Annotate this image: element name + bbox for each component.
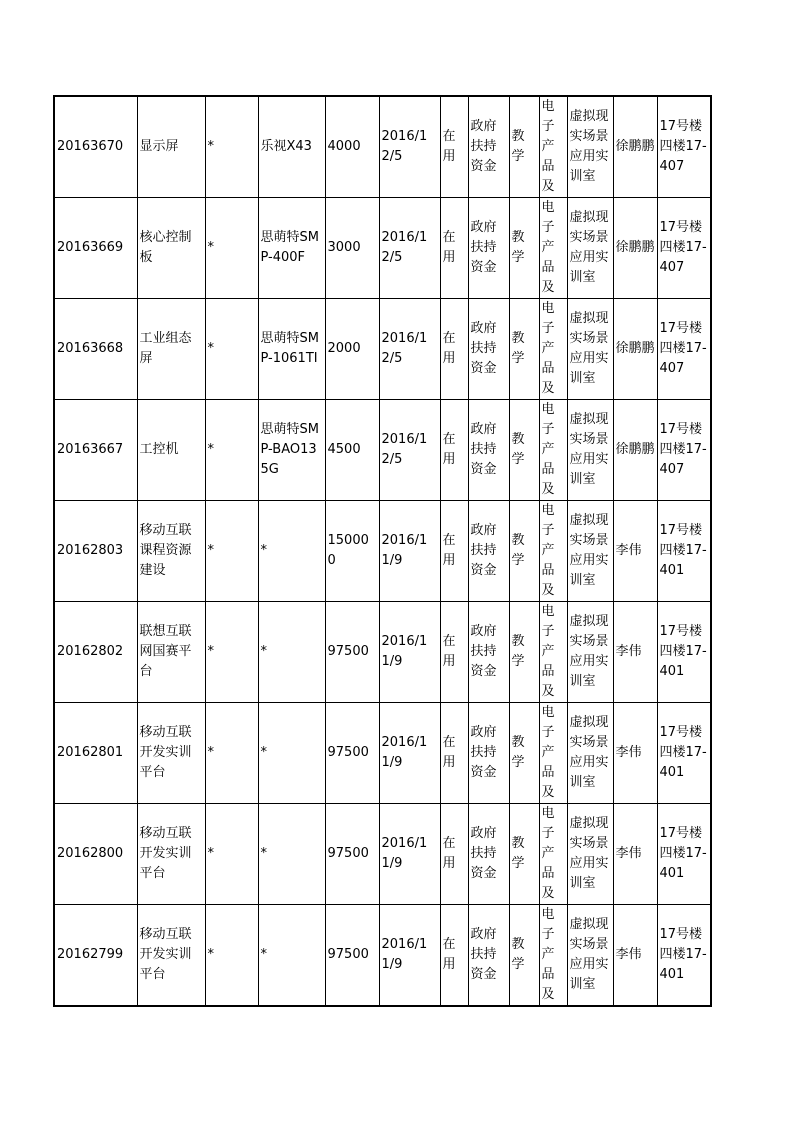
category-cell [539, 602, 567, 703]
model-cell [258, 501, 325, 602]
custodian-text: 徐鹏鹏 [615, 139, 655, 154]
asset-name-text: 显示屏 [139, 139, 179, 154]
table-row [54, 96, 711, 198]
location-cell [567, 96, 613, 198]
asset-id-cell [54, 905, 137, 1007]
asset-name-cell [137, 602, 205, 703]
room-text: 17号楼四楼17-401 [659, 725, 707, 780]
room-cell [657, 703, 711, 804]
location-text: 虚拟现实场景应用实训室 [569, 210, 609, 285]
asset-name-cell [137, 400, 205, 501]
asset-name-text: 移动互联开发实训平台 [139, 725, 192, 780]
purchase-date-text: 2016/11/9 [381, 937, 428, 972]
status-text: 在用 [442, 735, 456, 770]
purchase-date-text: 2016/11/9 [381, 836, 428, 871]
location-text: 虚拟现实场景应用实训室 [569, 311, 609, 386]
location-text: 虚拟现实场景应用实训室 [569, 513, 609, 588]
custodian-text: 李伟 [615, 846, 642, 861]
location-text: 虚拟现实场景应用实训室 [569, 412, 609, 487]
asset-name-text: 核心控制板 [139, 230, 192, 265]
status-cell [440, 96, 468, 198]
asset-name-cell [137, 905, 205, 1007]
room-cell [657, 905, 711, 1007]
purchase-date-cell [379, 501, 440, 602]
purchase-date-cell [379, 602, 440, 703]
table-row [54, 804, 711, 905]
asset-id-text: 20163667 [57, 442, 124, 457]
fund-source-text: 政府扶持资金 [470, 725, 497, 780]
price-cell [325, 96, 379, 198]
fund-source-cell [468, 299, 509, 400]
mark-cell [205, 804, 258, 905]
purchase-date-text: 2016/11/9 [381, 634, 428, 669]
price-cell [325, 501, 379, 602]
fund-source-text: 政府扶持资金 [470, 321, 497, 376]
purchase-date-text: 2016/12/5 [381, 129, 428, 164]
purchase-date-cell [379, 198, 440, 299]
fund-source-text: 政府扶持资金 [470, 927, 497, 982]
usage-text: 教学 [511, 735, 525, 770]
usage-text: 教学 [511, 432, 525, 467]
price-text: 97500 [327, 745, 369, 760]
model-cell [258, 602, 325, 703]
room-cell [657, 299, 711, 400]
custodian-text: 李伟 [615, 947, 642, 962]
asset-name-text: 移动互联课程资源建设 [139, 523, 192, 578]
asset-id-text: 20163668 [57, 341, 124, 356]
model-text: * [260, 846, 267, 861]
location-cell [567, 501, 613, 602]
status-cell [440, 299, 468, 400]
price-text: 4000 [327, 139, 361, 154]
usage-text: 教学 [511, 836, 525, 871]
price-text: 4500 [327, 442, 361, 457]
model-text: * [260, 543, 267, 558]
category-text: 电子产品及 [541, 402, 555, 497]
fund-source-cell [468, 602, 509, 703]
mark-cell [205, 96, 258, 198]
asset-name-text: 移动互联开发实训平台 [139, 826, 192, 881]
asset-name-cell [137, 501, 205, 602]
mark-text: * [207, 644, 214, 659]
fund-source-cell [468, 96, 509, 198]
custodian-text: 徐鹏鹏 [615, 442, 655, 457]
mark-text: * [207, 745, 214, 760]
purchase-date-text: 2016/12/5 [381, 331, 428, 366]
location-text: 虚拟现实场景应用实训室 [569, 715, 609, 790]
table-row [54, 602, 711, 703]
category-cell [539, 299, 567, 400]
fund-source-cell [468, 501, 509, 602]
fund-source-text: 政府扶持资金 [470, 422, 497, 477]
fund-source-text: 政府扶持资金 [470, 523, 497, 578]
asset-name-text: 移动互联开发实训平台 [139, 927, 192, 982]
model-text: * [260, 745, 267, 760]
asset-name-cell [137, 96, 205, 198]
purchase-date-cell [379, 299, 440, 400]
purchase-date-text: 2016/12/5 [381, 230, 428, 265]
category-text: 电子产品及 [541, 806, 555, 901]
purchase-date-text: 2016/11/9 [381, 533, 428, 568]
location-text: 虚拟现实场景应用实训室 [569, 109, 609, 184]
usage-cell [509, 96, 539, 198]
model-cell [258, 299, 325, 400]
table-row [54, 299, 711, 400]
custodian-cell [613, 501, 657, 602]
asset-name-text: 工控机 [139, 442, 179, 457]
custodian-cell [613, 703, 657, 804]
location-text: 虚拟现实场景应用实训室 [569, 917, 609, 992]
usage-cell [509, 501, 539, 602]
status-cell [440, 198, 468, 299]
status-cell [440, 905, 468, 1007]
category-cell [539, 804, 567, 905]
usage-cell [509, 602, 539, 703]
price-cell [325, 299, 379, 400]
asset-name-text: 联想互联网国赛平台 [139, 624, 192, 679]
model-text: 思萌特SMP-1061TI [260, 331, 319, 366]
model-cell [258, 804, 325, 905]
status-cell [440, 703, 468, 804]
status-text: 在用 [442, 129, 456, 164]
table-row [54, 703, 711, 804]
model-text: 思萌特SMP-BAO135G [260, 422, 319, 477]
model-cell [258, 400, 325, 501]
location-cell [567, 905, 613, 1007]
mark-text: * [207, 341, 214, 356]
room-text: 17号楼四楼17-401 [659, 523, 707, 578]
fund-source-text: 政府扶持资金 [470, 826, 497, 881]
custodian-cell [613, 299, 657, 400]
category-text: 电子产品及 [541, 503, 555, 598]
fund-source-text: 政府扶持资金 [470, 624, 497, 679]
mark-text: * [207, 240, 214, 255]
price-text: 97500 [327, 644, 369, 659]
mark-cell [205, 198, 258, 299]
category-text: 电子产品及 [541, 301, 555, 396]
status-text: 在用 [442, 634, 456, 669]
usage-cell [509, 299, 539, 400]
usage-cell [509, 905, 539, 1007]
room-cell [657, 198, 711, 299]
status-cell [440, 400, 468, 501]
purchase-date-cell [379, 400, 440, 501]
room-text: 17号楼四楼17-407 [659, 119, 707, 174]
price-cell [325, 198, 379, 299]
mark-cell [205, 299, 258, 400]
model-cell [258, 703, 325, 804]
price-cell [325, 400, 379, 501]
model-text: * [260, 947, 267, 962]
asset-id-text: 20163669 [57, 240, 124, 255]
model-cell [258, 198, 325, 299]
table-row [54, 198, 711, 299]
location-cell [567, 198, 613, 299]
custodian-text: 李伟 [615, 644, 642, 659]
model-text: 乐视X43 [260, 139, 312, 154]
model-cell [258, 905, 325, 1007]
status-text: 在用 [442, 331, 456, 366]
usage-text: 教学 [511, 634, 525, 669]
mark-cell [205, 905, 258, 1007]
purchase-date-cell [379, 905, 440, 1007]
usage-text: 教学 [511, 331, 525, 366]
asset-id-text: 20162799 [57, 947, 124, 962]
fund-source-cell [468, 804, 509, 905]
asset-name-cell [137, 703, 205, 804]
model-text: * [260, 644, 267, 659]
mark-cell [205, 400, 258, 501]
category-text: 电子产品及 [541, 200, 555, 295]
price-cell [325, 602, 379, 703]
room-text: 17号楼四楼17-407 [659, 321, 707, 376]
room-cell [657, 96, 711, 198]
status-text: 在用 [442, 432, 456, 467]
price-cell [325, 703, 379, 804]
table-row [54, 501, 711, 602]
room-cell [657, 804, 711, 905]
asset-id-cell [54, 96, 137, 198]
asset-id-text: 20162802 [57, 644, 124, 659]
asset-id-text: 20162803 [57, 543, 124, 558]
location-cell [567, 299, 613, 400]
price-cell [325, 905, 379, 1007]
asset-id-text: 20162800 [57, 846, 124, 861]
category-text: 电子产品及 [541, 99, 555, 194]
custodian-cell [613, 602, 657, 703]
model-text: 思萌特SMP-400F [260, 230, 319, 265]
price-text: 3000 [327, 240, 361, 255]
location-text: 虚拟现实场景应用实训室 [569, 816, 609, 891]
status-cell [440, 602, 468, 703]
custodian-text: 李伟 [615, 543, 642, 558]
asset-id-text: 20162801 [57, 745, 124, 760]
asset-id-cell [54, 501, 137, 602]
usage-cell [509, 198, 539, 299]
mark-text: * [207, 947, 214, 962]
usage-text: 教学 [511, 937, 525, 972]
custodian-text: 李伟 [615, 745, 642, 760]
category-cell [539, 400, 567, 501]
asset-name-text: 工业组态屏 [139, 331, 192, 366]
category-text: 电子产品及 [541, 705, 555, 800]
mark-text: * [207, 846, 214, 861]
category-text: 电子产品及 [541, 604, 555, 699]
custodian-cell [613, 400, 657, 501]
room-text: 17号楼四楼17-401 [659, 624, 707, 679]
asset-name-cell [137, 804, 205, 905]
custodian-text: 徐鹏鹏 [615, 240, 655, 255]
asset-id-cell [54, 299, 137, 400]
fund-source-text: 政府扶持资金 [470, 119, 497, 174]
table-row [54, 905, 711, 1007]
status-cell [440, 804, 468, 905]
location-cell [567, 804, 613, 905]
price-cell [325, 804, 379, 905]
category-cell [539, 703, 567, 804]
room-text: 17号楼四楼17-407 [659, 220, 707, 275]
mark-cell [205, 602, 258, 703]
usage-text: 教学 [511, 533, 525, 568]
custodian-cell [613, 96, 657, 198]
table-body [54, 96, 711, 1006]
usage-cell [509, 400, 539, 501]
room-text: 17号楼四楼17-401 [659, 826, 707, 881]
room-cell [657, 400, 711, 501]
asset-id-cell [54, 400, 137, 501]
asset-table [53, 95, 712, 1007]
custodian-text: 徐鹏鹏 [615, 341, 655, 356]
status-text: 在用 [442, 533, 456, 568]
category-cell [539, 96, 567, 198]
category-cell [539, 198, 567, 299]
status-text: 在用 [442, 937, 456, 972]
location-cell [567, 703, 613, 804]
location-cell [567, 400, 613, 501]
asset-name-cell [137, 198, 205, 299]
price-text: 150000 [327, 533, 369, 568]
purchase-date-cell [379, 804, 440, 905]
status-cell [440, 501, 468, 602]
custodian-cell [613, 198, 657, 299]
purchase-date-cell [379, 703, 440, 804]
purchase-date-text: 2016/12/5 [381, 432, 428, 467]
category-cell [539, 905, 567, 1007]
purchase-date-text: 2016/11/9 [381, 735, 428, 770]
room-cell [657, 602, 711, 703]
asset-id-cell [54, 703, 137, 804]
mark-text: * [207, 139, 214, 154]
asset-id-cell [54, 602, 137, 703]
mark-cell [205, 501, 258, 602]
asset-name-cell [137, 299, 205, 400]
asset-id-cell [54, 804, 137, 905]
fund-source-cell [468, 905, 509, 1007]
category-cell [539, 501, 567, 602]
fund-source-cell [468, 198, 509, 299]
room-text: 17号楼四楼17-407 [659, 422, 707, 477]
usage-cell [509, 703, 539, 804]
fund-source-cell [468, 703, 509, 804]
model-cell [258, 96, 325, 198]
purchase-date-cell [379, 96, 440, 198]
room-text: 17号楼四楼17-401 [659, 927, 707, 982]
price-text: 97500 [327, 846, 369, 861]
status-text: 在用 [442, 836, 456, 871]
fund-source-text: 政府扶持资金 [470, 220, 497, 275]
custodian-cell [613, 905, 657, 1007]
price-text: 97500 [327, 947, 369, 962]
usage-cell [509, 804, 539, 905]
location-text: 虚拟现实场景应用实训室 [569, 614, 609, 689]
price-text: 2000 [327, 341, 361, 356]
table-row [54, 400, 711, 501]
status-text: 在用 [442, 230, 456, 265]
asset-id-text: 20163670 [57, 139, 124, 154]
usage-text: 教学 [511, 129, 525, 164]
usage-text: 教学 [511, 230, 525, 265]
category-text: 电子产品及 [541, 907, 555, 1002]
custodian-cell [613, 804, 657, 905]
location-cell [567, 602, 613, 703]
room-cell [657, 501, 711, 602]
mark-text: * [207, 543, 214, 558]
asset-id-cell [54, 198, 137, 299]
fund-source-cell [468, 400, 509, 501]
mark-cell [205, 703, 258, 804]
mark-text: * [207, 442, 214, 457]
